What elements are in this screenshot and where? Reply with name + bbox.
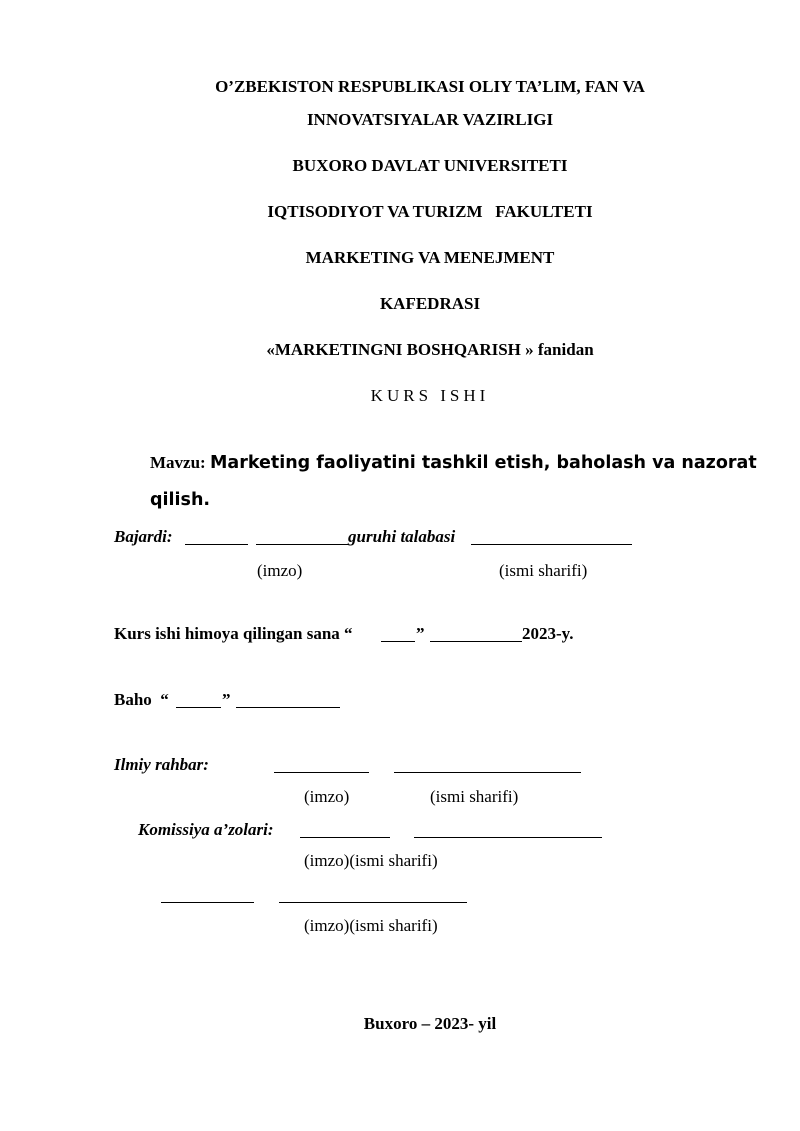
ministry-line-2: INNOVATSIYALAR VAZIRLIGI (306, 110, 554, 129)
group-text: guruhi talabasi (348, 527, 456, 546)
performer-name-line (471, 544, 632, 545)
commission-caption-1: (imzo)(ismi sharifi) (304, 851, 438, 870)
performer-signature-caption: (imzo) (257, 561, 303, 580)
topic-line-1 (150, 452, 757, 474)
defense-month-line (430, 641, 522, 642)
commission-signature-line-2 (161, 902, 254, 903)
commission-name-line-1 (414, 837, 602, 838)
commission-label: Komissiya a’zolari: (138, 820, 274, 839)
topic-text-1: Marketing faoliyatini tashkil etish, baholash va nazorat (209, 453, 757, 473)
grade-value-line (176, 707, 221, 708)
department-line-2: KAFEDRASI (379, 294, 481, 313)
topic-text-2: qilish. (150, 490, 211, 510)
grade-label: Baho “ (114, 690, 169, 709)
group-line (256, 544, 348, 545)
subject-name: «MARKETINGNI BOSHQARISH » fanidan (266, 340, 594, 359)
defense-text: Kurs ishi himoya qilingan sana “ (114, 624, 353, 643)
commission-name-line-2 (279, 902, 467, 903)
topic-label: Mavzu: (150, 453, 206, 472)
performer-label: Bajardi: (114, 527, 173, 546)
supervisor-name-line (394, 772, 581, 773)
supervisor-signature-caption: (imzo) (304, 787, 350, 806)
performer-name-caption: (ismi sharifi) (499, 561, 588, 580)
department-line-1: MARKETING VA MENEJMENT (305, 248, 555, 267)
work-type: KURS ISHI (370, 386, 490, 405)
performer-signature-line (185, 544, 248, 545)
university-name: BUXORO DAVLAT UNIVERSITETI (292, 156, 568, 175)
ministry-line-1: O’ZBEKISTON RESPUBLIKASI OLIY TA’LIM, FAN VA (215, 77, 645, 96)
supervisor-name-caption: (ismi sharifi) (430, 787, 519, 806)
defense-year: 2023-y. (522, 624, 574, 643)
grade-word-line (236, 707, 340, 708)
supervisor-signature-line (274, 772, 369, 773)
commission-signature-line-1 (300, 837, 390, 838)
supervisor-label: Ilmiy rahbar: (114, 755, 209, 774)
commission-caption-2: (imzo)(ismi sharifi) (304, 916, 438, 935)
grade-quote-close: ” (222, 690, 231, 709)
faculty-name: IQTISODIYOT VA TURIZM FAKULTETI (267, 202, 593, 221)
defense-quote-close: ” (416, 624, 425, 643)
footer-place-year: Buxoro – 2023- yil (363, 1014, 497, 1033)
defense-day-line (381, 641, 415, 642)
